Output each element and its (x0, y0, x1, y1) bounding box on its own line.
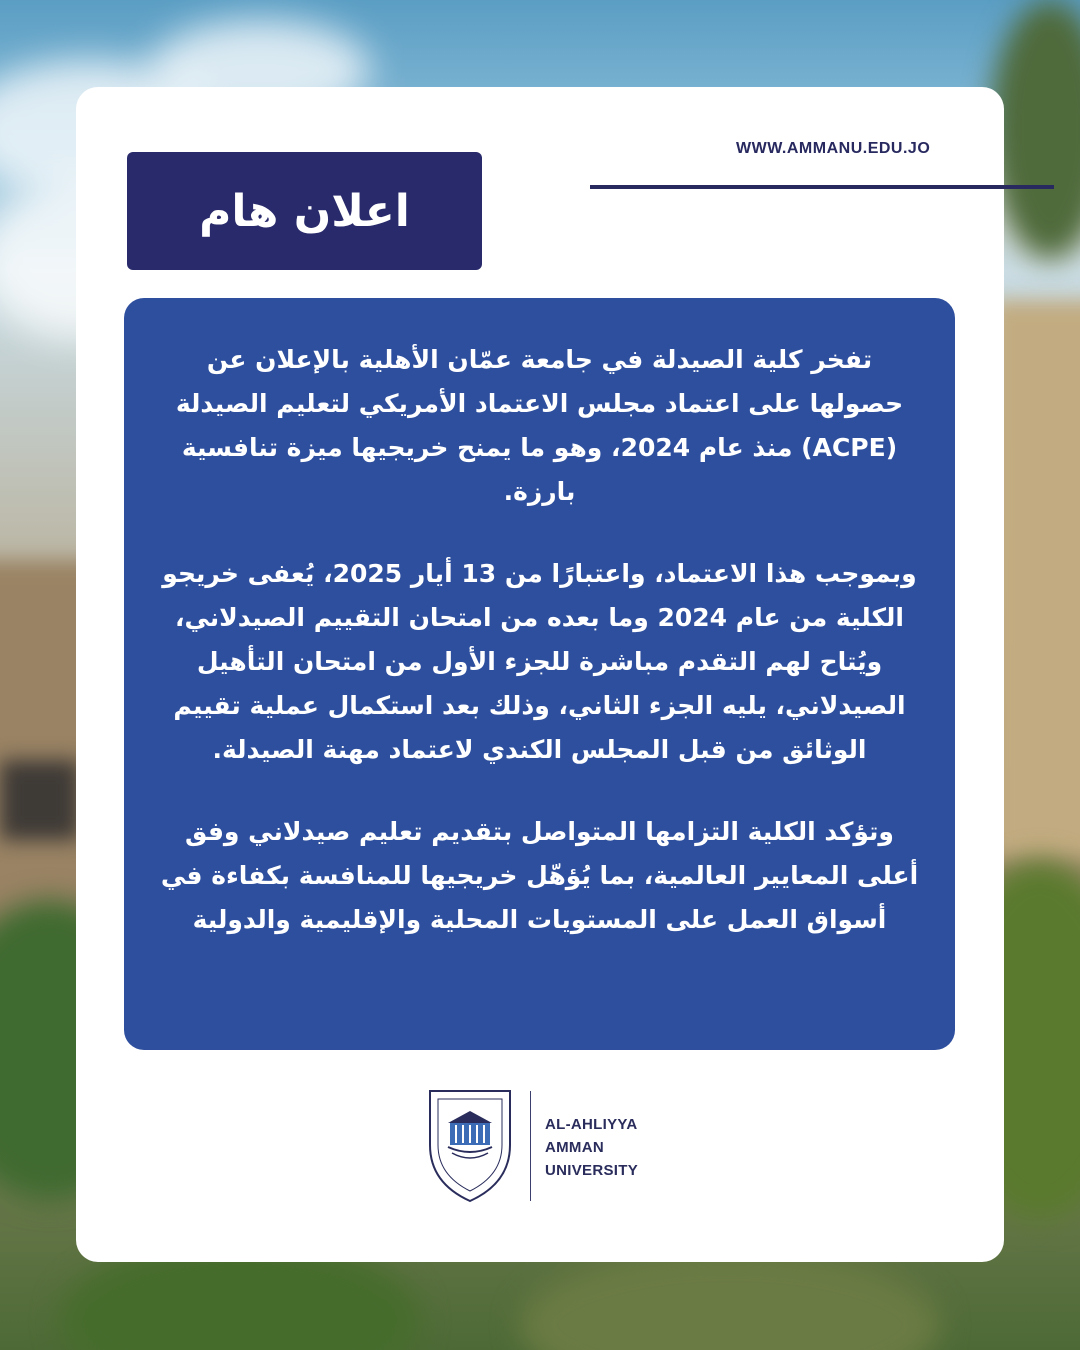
announcement-body (124, 298, 955, 1050)
website-url[interactable]: WWW.AMMANU.EDU.JO (736, 140, 931, 157)
university-logo (420, 1083, 660, 1209)
logo-divider (530, 1091, 531, 1201)
university-seal-icon (420, 1083, 520, 1207)
university-name-line1: AL-AHLIYYA (545, 1116, 638, 1133)
university-name-line2: AMMAN (545, 1139, 604, 1156)
title-banner (127, 152, 482, 270)
paragraph-commitment: وتؤكد الكلية التزامها المتواصل بتقديم تعليم صيدلاني وفق أعلى المعايير العالمية، بما يُؤهّل خريجيها للمنافسة بكفاءة في أسواق العمل على المستويات المحلية والإقليمية والدولية (160, 817, 919, 934)
paragraph-exemption: وبموجب هذا الاعتماد، واعتبارًا من 13 أيار 2025، يُعفى خريجو الكلية من عام 2024 وما بعده من امتحان التقييم الصيدلاني، ويُتاح لهم التقدم مباشرة للجزء الأول من امتحان التأهيل الصيدلاني، يليه الجزء الثاني، وذلك بعد استكمال عملية تقييم الوثائق من قبل المجلس الكندي لاعتماد مهنة الصيدلة. (162, 559, 917, 764)
header-divider (590, 185, 1054, 189)
page-title: اعلان هام (199, 185, 410, 237)
paragraph-accreditation: تفخر كلية الصيدلة في جامعة عمّان الأهلية بالإعلان عن حصولها على اعتماد مجلس الاعتماد الأمريكي لتعليم الصيدلة (ACPE) منذ عام 2024، وهو ما يمنح خريجيها ميزة تنافسية بارزة. (175, 345, 904, 506)
university-name (545, 1113, 675, 1182)
university-name-line3: UNIVERSITY (545, 1162, 639, 1179)
